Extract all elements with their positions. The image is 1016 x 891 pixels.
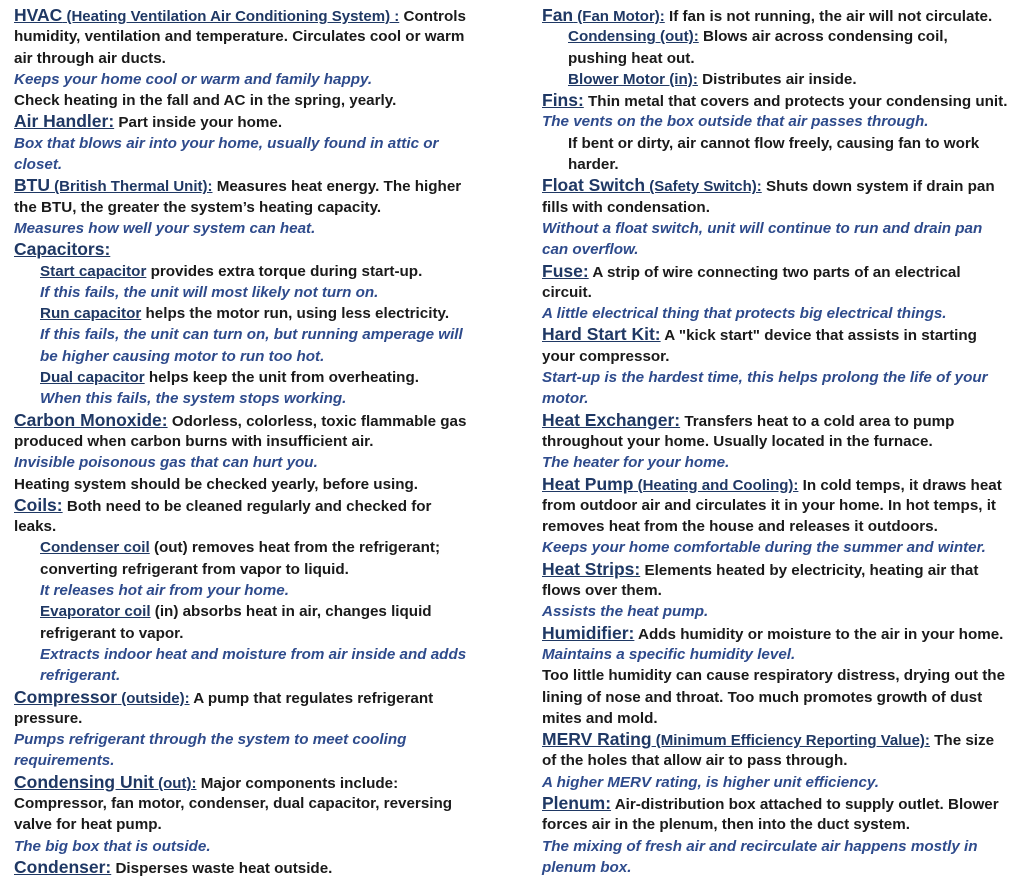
definition-text: mites and mold.	[542, 709, 658, 727]
glossary-line	[542, 750, 1010, 771]
plain-explanation: plenum box.	[542, 858, 632, 876]
plain-explanation: Measures how well your system can heat.	[14, 219, 316, 237]
glossary-line	[542, 90, 1010, 111]
definition-text: removes heat from the house and releases it outdoors.	[542, 518, 938, 536]
definition-text: the BTU, the greater the system’s heating capacity.	[14, 198, 382, 216]
glossary-line	[14, 495, 514, 516]
definition-text: Shuts down system if drain pan	[761, 178, 995, 196]
term-heading: Coils:	[14, 494, 63, 515]
glossary-line	[542, 537, 1010, 558]
plain-explanation: Invisible poisonous gas that can hurt you.	[14, 454, 318, 472]
glossary-line	[14, 111, 514, 132]
term-heading: Heat Pump	[542, 473, 634, 494]
definition-text: Air-distribution box attached to supply outlet. Blower	[611, 795, 999, 813]
term-heading: Fan	[542, 5, 574, 25]
left-column	[14, 5, 514, 878]
definition-text: throughout your home. Usually located in the furnace.	[542, 432, 933, 450]
glossary-line	[542, 175, 1010, 196]
glossary-line	[14, 580, 514, 601]
glossary-line	[14, 516, 514, 537]
glossary-line	[542, 580, 1010, 601]
glossary-line	[14, 474, 514, 495]
glossary-line	[542, 474, 1010, 495]
plain-explanation: refrigerant.	[40, 667, 121, 685]
plain-explanation: The vents on the box outside that air passes through.	[542, 113, 929, 131]
glossary-line	[14, 197, 514, 218]
glossary-line	[542, 261, 1010, 282]
term-subtitle: (Heating Ventilation Air Conditioning System) :	[62, 8, 400, 25]
definition-text: your compressor.	[542, 347, 670, 365]
glossary-line	[542, 687, 1010, 708]
glossary-line	[14, 729, 514, 750]
glossary-line	[14, 26, 514, 47]
glossary-line	[542, 836, 1010, 857]
plain-explanation: motor.	[542, 390, 589, 408]
term-heading: Heat Exchanger:	[542, 409, 681, 430]
glossary-line	[542, 623, 1010, 644]
definition-text: Odorless, colorless, toxic flammable gas	[167, 412, 467, 430]
glossary-line	[542, 559, 1010, 580]
glossary-line	[14, 836, 514, 857]
glossary-line	[542, 197, 1010, 218]
definition-text: Major components include:	[196, 774, 399, 792]
glossary-line	[542, 154, 1010, 175]
plain-explanation: Pumps refrigerant through the system to meet cooling	[14, 731, 407, 749]
term-heading: Compressor	[14, 686, 118, 707]
glossary-line	[542, 452, 1010, 473]
glossary-line	[14, 452, 514, 473]
term-subtitle: (British Thermal Unit):	[49, 178, 213, 196]
definition-text: If fan is not running, the air will not circulate.	[664, 8, 993, 25]
definition-text: lining of nose and throat. Too much promotes growth of dust	[542, 688, 983, 706]
glossary-line	[14, 218, 514, 239]
glossary-line	[542, 303, 1010, 324]
glossary-line	[542, 431, 1010, 452]
glossary-line	[542, 644, 1010, 665]
plain-explanation: Box that blows air into your home, usually found in attic or	[14, 134, 439, 152]
term-heading: Carbon Monoxide:	[14, 409, 168, 430]
glossary-line	[14, 559, 514, 580]
glossary-line	[542, 111, 1010, 132]
glossary-line	[542, 814, 1010, 835]
definition-text: fills with condensation.	[542, 198, 710, 216]
glossary-line	[14, 687, 514, 708]
subterm-label: Dual capacitor	[40, 369, 145, 387]
definition-text: harder.	[568, 156, 619, 174]
term-heading: Condensing Unit	[14, 771, 154, 792]
definition-text: valve for heat pump.	[14, 816, 162, 834]
right-column	[542, 5, 1010, 878]
plain-explanation: A little electrical thing that protects big electrical things.	[542, 305, 947, 323]
term-subtitle: (Heating and Cooling):	[633, 476, 799, 494]
glossary-line	[542, 495, 1010, 516]
plain-explanation: It releases hot air from your home.	[40, 582, 289, 600]
plain-explanation: Extracts indoor heat and moisture from air inside and adds	[40, 645, 467, 663]
definition-text: Elements heated by electricity, heating air that	[640, 561, 979, 579]
definition-text: provides extra torque during start-up.	[146, 262, 423, 280]
definition-text: Disperses waste heat outside.	[111, 859, 333, 877]
definition-text: helps the motor run, using less electricity.	[141, 305, 450, 323]
glossary-line	[542, 729, 1010, 750]
term-heading: MERV Rating	[542, 729, 652, 750]
definition-text: Part inside your home.	[114, 114, 283, 132]
definition-text: pressure.	[14, 709, 83, 727]
definition-text: Transfers heat to a cold area to pump	[680, 412, 955, 430]
glossary-line	[14, 857, 514, 878]
definition-text: refrigerant to vapor.	[40, 624, 184, 642]
definition-text: Both need to be cleaned regularly and checked for	[62, 497, 432, 515]
term-heading: BTU	[14, 175, 50, 196]
term-subtitle: (outside):	[117, 689, 190, 707]
definition-text: circuit.	[542, 283, 592, 301]
plain-explanation: If this fails, the unit will most likely not turn on.	[40, 283, 379, 301]
definition-text: (out) removes heat from the refrigerant;	[149, 539, 441, 557]
definition-text: pushing heat out.	[568, 49, 695, 67]
plain-explanation: When this fails, the system stops working.	[40, 390, 347, 408]
definition-text: Distributes air inside.	[697, 70, 857, 88]
plain-explanation: Without a float switch, unit will continue to run and drain pan	[542, 219, 983, 237]
plain-explanation: The heater for your home.	[542, 454, 730, 472]
glossary-line	[14, 814, 514, 835]
glossary-line	[14, 261, 514, 282]
glossary-line	[542, 133, 1010, 154]
glossary-line	[14, 175, 514, 196]
definition-text: converting refrigerant from vapor to liquid.	[40, 560, 349, 578]
glossary-line	[14, 431, 514, 452]
glossary-line	[542, 516, 1010, 537]
term-heading: Humidifier:	[542, 622, 635, 643]
glossary-line	[542, 367, 1010, 388]
plain-explanation: be higher causing motor to run too hot.	[40, 347, 325, 365]
glossary-line	[542, 601, 1010, 622]
definition-text: If bent or dirty, air cannot flow freely, causing fan to work	[568, 134, 980, 152]
glossary-line	[14, 90, 514, 111]
glossary-line	[14, 388, 514, 409]
glossary-line	[14, 48, 514, 69]
glossary-line	[542, 665, 1010, 686]
glossary-line	[14, 5, 514, 26]
definition-text: of the holes that allow air to pass through.	[542, 752, 848, 770]
glossary-line	[542, 218, 1010, 239]
term-heading: HVAC	[14, 5, 63, 25]
glossary-line	[14, 346, 514, 367]
definition-text: flows over them.	[542, 582, 662, 600]
definition-text: Controls	[399, 8, 466, 25]
definition-text: Adds humidity or moisture to the air in your home.	[634, 625, 1004, 643]
glossary-line	[14, 750, 514, 771]
plain-explanation: Keeps your home cool or warm and family happy.	[14, 70, 373, 88]
glossary-line	[14, 644, 514, 665]
term-heading: Float Switch	[542, 175, 646, 196]
glossary-line	[14, 623, 514, 644]
term-heading: Capacitors:	[14, 239, 111, 260]
definition-text: helps keep the unit from overheating.	[144, 369, 419, 387]
plain-explanation: closet.	[14, 156, 63, 174]
subterm-label: Condenser coil	[40, 539, 150, 557]
plain-explanation: If this fails, the unit can turn on, but running amperage will	[40, 326, 463, 344]
term-heading: Hard Start Kit:	[542, 324, 661, 345]
definition-text: Check heating in the fall and AC in the spring, yearly.	[14, 92, 397, 110]
term-subtitle: (Minimum Efficiency Reporting Value):	[651, 732, 930, 750]
plain-explanation: Assists the heat pump.	[542, 603, 709, 621]
definition-text: In cold temps, it draws heat	[798, 476, 1002, 494]
term-heading: Fuse:	[542, 260, 589, 281]
definition-text: A strip of wire connecting two parts of an electrical	[588, 263, 961, 281]
glossary-line	[542, 346, 1010, 367]
term-subtitle: (out):	[153, 774, 197, 792]
definition-text: Blows air across condensing coil,	[698, 28, 948, 46]
glossary-line	[14, 772, 514, 793]
plain-explanation: The big box that is outside.	[14, 837, 211, 855]
definition-text: Compressor, fan motor, condenser, dual capacitor, reversing	[14, 794, 453, 812]
plain-explanation: Maintains a specific humidity level.	[542, 645, 796, 663]
glossary-line	[542, 48, 1010, 69]
glossary-line	[14, 410, 514, 431]
subterm-label: Run capacitor	[40, 305, 142, 323]
definition-text: A "kick start" device that assists in starting	[660, 327, 977, 345]
definition-text: leaks.	[14, 518, 57, 536]
definition-text: Too little humidity can cause respiratory distress, drying out the	[542, 667, 1006, 685]
definition-text: air through air ducts.	[14, 49, 166, 67]
glossary-line	[14, 324, 514, 345]
glossary-line	[542, 388, 1010, 409]
glossary-line	[14, 665, 514, 686]
glossary-line	[14, 537, 514, 558]
glossary-line	[14, 601, 514, 622]
glossary-line	[14, 239, 514, 260]
subterm-label: Condensing (out):	[568, 28, 699, 46]
glossary-line	[14, 793, 514, 814]
glossary-line	[542, 857, 1010, 878]
glossary-line	[14, 133, 514, 154]
definition-text: Thin metal that covers and protects your condensing unit.	[583, 93, 1008, 111]
definition-text: (in) absorbs heat in air, changes liquid	[150, 603, 432, 621]
plain-explanation: The mixing of fresh air and recirculate air happens mostly in	[542, 837, 978, 855]
term-subtitle: (Fan Motor):	[573, 8, 665, 25]
definition-text: forces air in the plenum, then into the duct system.	[542, 816, 910, 834]
glossary-line	[542, 282, 1010, 303]
term-heading: Air Handler:	[14, 111, 115, 132]
glossary-line	[14, 303, 514, 324]
definition-text: produced when carbon burns with insufficient air.	[14, 432, 374, 450]
glossary-line	[542, 239, 1010, 260]
plain-explanation: Start-up is the hardest time, this helps prolong the life of your	[542, 369, 988, 387]
glossary-line	[542, 5, 1010, 26]
plain-explanation: requirements.	[14, 752, 115, 770]
plain-explanation: can overflow.	[542, 241, 639, 259]
glossary-line	[14, 154, 514, 175]
plain-explanation: A higher MERV rating, is higher unit efficiency.	[542, 773, 879, 791]
term-heading: Fins:	[542, 90, 584, 111]
term-heading: Heat Strips:	[542, 558, 641, 579]
glossary-line	[542, 26, 1010, 47]
glossary-line	[14, 367, 514, 388]
definition-text: Measures heat energy. The higher	[212, 178, 462, 196]
glossary-line	[14, 282, 514, 303]
subterm-label: Evaporator coil	[40, 603, 151, 621]
plain-explanation: Keeps your home comfortable during the summer and winter.	[542, 539, 986, 557]
glossary-line	[542, 69, 1010, 90]
term-subtitle: (Safety Switch):	[645, 178, 762, 196]
glossary-line	[542, 772, 1010, 793]
glossary-line	[542, 410, 1010, 431]
definition-text: A pump that regulates refrigerant	[189, 689, 434, 707]
glossary-line	[14, 708, 514, 729]
definition-text: Heating system should be checked yearly, before using.	[14, 475, 419, 493]
glossary-line	[14, 69, 514, 90]
glossary-line	[542, 324, 1010, 345]
definition-text: from outdoor air and circulates it in your home. In hot temps, it	[542, 496, 996, 514]
subterm-label: Start capacitor	[40, 262, 147, 280]
subterm-label: Blower Motor (in):	[568, 70, 698, 88]
glossary-line	[542, 708, 1010, 729]
term-heading: Condenser:	[14, 856, 112, 877]
definition-text: humidity, ventilation and temperature. Circulates cool or warm	[14, 28, 465, 46]
term-heading: Plenum:	[542, 792, 612, 813]
glossary-line	[542, 793, 1010, 814]
definition-text: The size	[929, 732, 995, 750]
